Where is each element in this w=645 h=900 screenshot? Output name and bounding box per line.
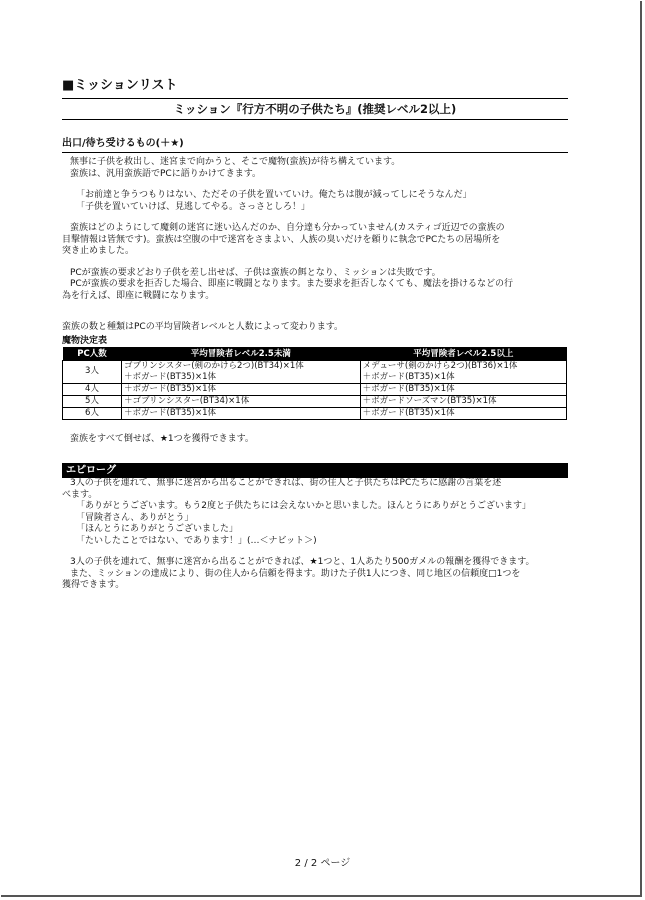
table-cell: 6人	[63, 407, 122, 419]
quote-line: 「ほんとうにありがとうございました」	[76, 524, 239, 534]
table-title: 魔物決定表	[62, 335, 108, 346]
table-header-row	[63, 347, 567, 361]
table-cell: ＋ボガードソーズマン(BT35)×1体	[360, 395, 566, 407]
paragraph: PCが蛮族の要求どおり子供を差し出せば、子供は蛮族の餌となり、ミッションは失敗です。	[70, 267, 441, 278]
table-cell: ＋ボガード(BT35)×1体	[122, 407, 361, 419]
paragraph: 無事に子供を救出し、迷宮まで向かうと、そこで魔物(蛮族)が待ち構えています。	[70, 157, 401, 167]
epilogue-heading: エピローグ	[62, 463, 568, 478]
column-header: PC人数	[63, 347, 122, 361]
column-header: 平均冒険者レベル2.5以上	[360, 347, 566, 361]
cell-line: ＋ボガード(BT35)×1体	[362, 371, 455, 382]
table-cell: ＋ボガード(BT35)×1体	[122, 383, 361, 395]
quote-line: 「冒険者さん、ありがとう」	[76, 512, 194, 523]
paragraph: 蛮族をすべて倒せば、★1つを獲得できます。	[70, 433, 254, 444]
cell-line: メデューサ(剣のかけら2つ)(BT36)×1体	[362, 360, 518, 371]
paragraph: 蛮族は、汎用蛮族語でPCに語りかけてきます。	[70, 168, 261, 179]
mission-title: ミッション『行方不明の子供たち』(推奨レベル2以上)	[62, 98, 568, 120]
paragraph: 3人の子供を連れて、無事に迷宮から出ることができれば、★1つと、1人あたり500ガメルの報酬を獲得できます。	[70, 557, 535, 567]
paragraph: 為を行えば、即座に戦闘になります。	[62, 290, 215, 301]
monster-table	[62, 347, 567, 420]
quote-line: 「たいしたことではない、であります！」(…＜ナビット＞)	[76, 535, 317, 546]
paragraph: 蛮族の数と種類はPCの平均冒険者レベルと人数によって変わります。	[62, 322, 343, 332]
table-cell: ＋ボガード(BT35)×1体	[360, 407, 566, 419]
table-cell: ＋ゴブリンシスター(BT34)×1体	[122, 395, 361, 407]
subsection-heading: 出口/待ち受けるもの(＋★)	[62, 138, 568, 153]
cell-line: ゴブリンシスター(剣のかけら2つ)(BT34)×1体	[124, 360, 304, 371]
table-cell: 3人	[63, 360, 122, 383]
paragraph: 獲得できます。	[62, 580, 125, 590]
paragraph: 蛮族はどのようにして魔剣の迷宮に迷い込んだのか、自分達も分かっていません(カスティゴ近辺での蛮族の	[70, 223, 505, 233]
table-row	[63, 395, 567, 407]
table-row	[63, 407, 567, 419]
quote-line: 「子供を置いていけば、見逃してやる。さっさとしろ！」	[76, 201, 311, 212]
quote-line: 「ありがとうございます。もう2度と子供たちには会えないかと思いました。ほんとうにありがとうございます」	[76, 501, 532, 511]
paragraph: 突き止めました。	[62, 246, 135, 256]
cell-line: ＋ボガード(BT35)×1体	[124, 371, 217, 382]
table-row	[63, 360, 567, 383]
paragraph: べます。	[62, 489, 98, 500]
quote-line: 「お前達と争うつもりはない、ただその子供を置いていけ。俺たちは腹が減ってしにそうなんだ」	[76, 190, 472, 200]
table-cell	[122, 360, 361, 383]
document-page	[62, 78, 568, 592]
table-cell	[360, 360, 566, 383]
table-cell: 5人	[63, 395, 122, 407]
paragraph: また、ミッションの達成により、街の住人から信頼を得ます。助けた子供1人につき、同じ地区の信頼度□1つを	[70, 568, 521, 579]
paragraph: 3人の子供を連れて、無事に迷宮から出ることができれば、街の住人と子供たちはPCたちに感謝の言葉を述	[70, 478, 502, 488]
paragraph: 目撃情報は皆無です)。蛮族は空腹の中で迷宮をさまよい、人族の臭いだけを頼りに執念でPCたちの居場所を	[62, 234, 501, 245]
paragraph: PCが蛮族の要求を拒否した場合、即座に戦闘となります。また要求を拒否しなくても、魔法を掛けるなどの行	[70, 279, 513, 289]
table-cell: ＋ボガード(BT35)×1体	[360, 383, 566, 395]
table-cell: 4人	[63, 383, 122, 395]
page-number: 2 / 2 ページ	[294, 858, 351, 869]
column-header: 平均冒険者レベル2.5未満	[122, 347, 361, 361]
section-title: ■ミッションリスト	[62, 78, 178, 93]
table-row	[63, 383, 567, 395]
